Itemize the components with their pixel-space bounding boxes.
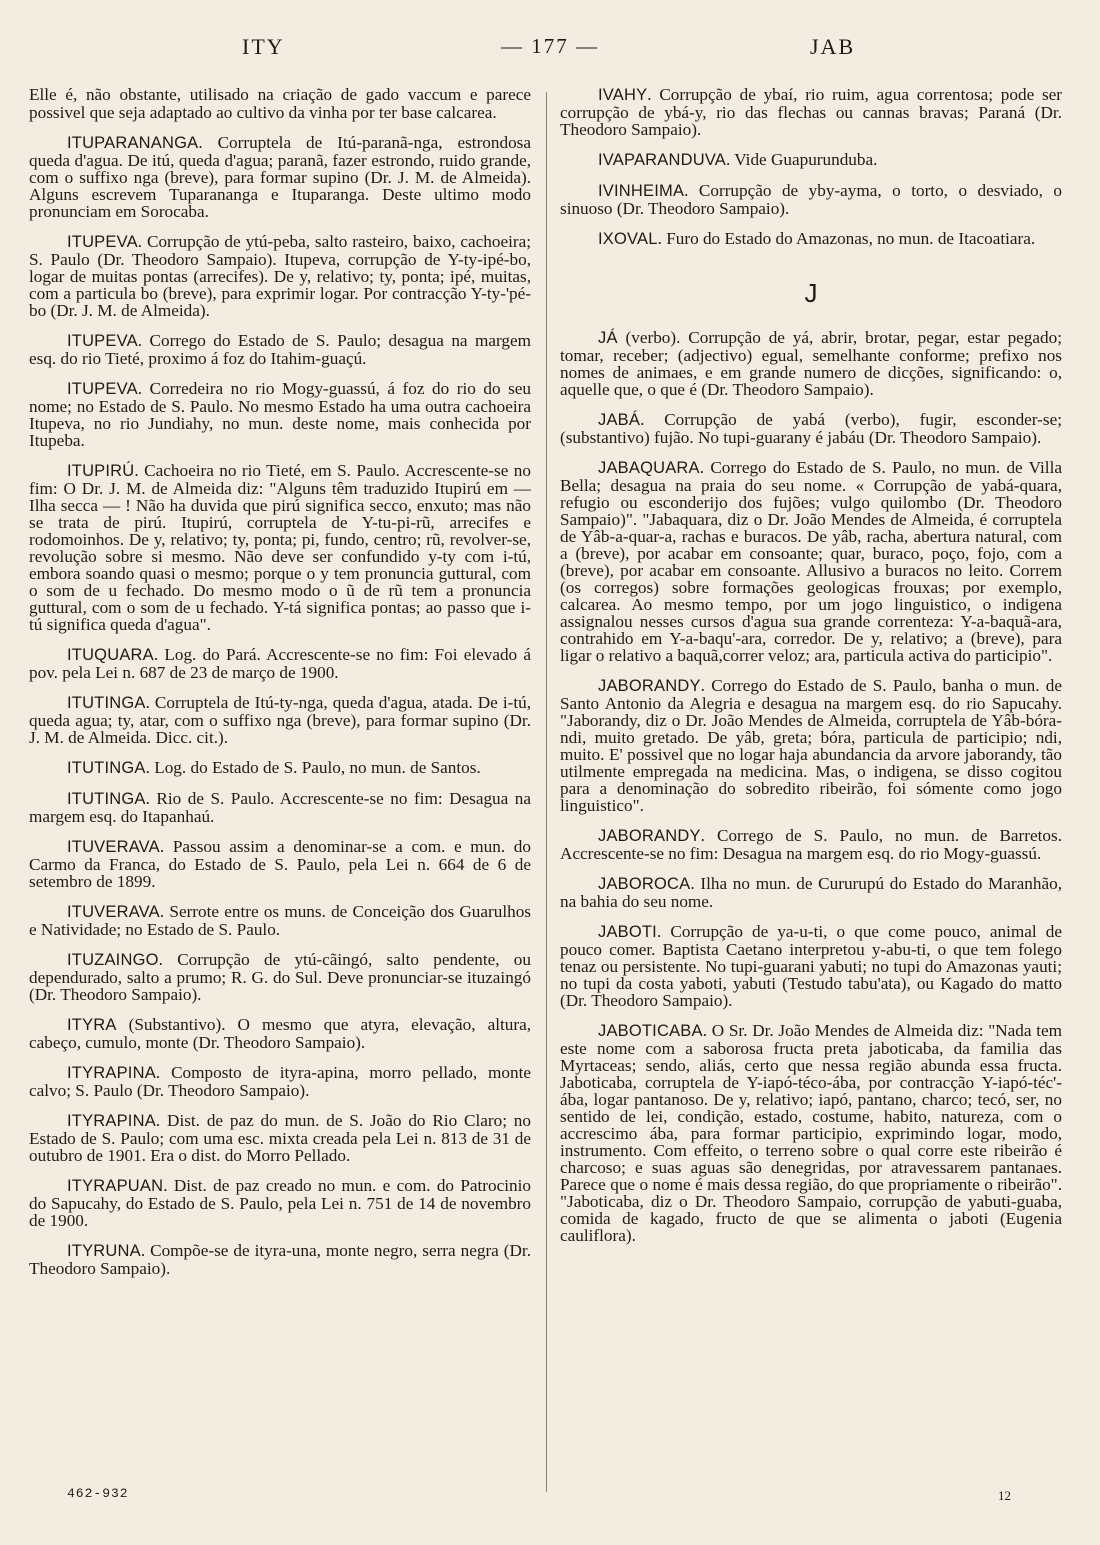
entry-headword: ITUPIRÚ bbox=[67, 462, 135, 480]
entry-text: . Compõe-se de ityra-una, monte negro, serra negra (Dr. Theodoro Sampaio). bbox=[29, 1241, 531, 1278]
entry-text: . Corrego do Estado de S. Paulo; desagua na margem esq. do rio Tieté, proximo á foz do Itahim-guaçú. bbox=[29, 331, 531, 368]
entry-text: . Rio de S. Paulo. Accrescente-se no fim: Desagua na margem esq. do Itapanhaú. bbox=[29, 789, 531, 826]
entry-text: . Corrupção de ya-u-ti, o que come pouco, animal de pouco comer. Baptista Caetano interpretou y-abu-ti, o que tem folego tenaz ou persistente. No tupi-guarani yabuti; no tupi do Amazonas yauti; no tupi da costa yaboti, yabuti (Testudo tabu'ata), ou Kagado do matto (Dr. Theodoro Sampaio). bbox=[560, 922, 1062, 1010]
entry bbox=[29, 903, 531, 938]
entry-text: . Corrego do Estado de S. Paulo, no mun. de Villa Bella; desagua na praia do seu nome. « Corrupção de yabá-quara, refugio ou esconderijo dos fujões; vulgo quilombo (Dr. Theodoro Sampaio)". "Jabaquara, diz o Dr. João Mendes de Almeida, é corruptela de Yâb-a-quar-a, rachas e buracos. De yâb, racha, abertura natural, com a (breve), por acabar em consoante; quar, buraco, poço, fojo, com a (breve), por acabar em consoante. Allusivo a buracos no leito. Correm (os corregos) sobre formações geologicas frouxas; por exemplo, calcarea. Ao mesmo tempo, por um jogo linguistico, o indigena assignalou nesses cursos d'agua sua grande correnteza: Y-a-baquã-ara, contrahido em Y-a-baqu'-ara, corredor. De y, relativo; a (breve), para ligar o relativo a baquã,correr veloz; ara, particula activa do participio". bbox=[560, 458, 1062, 665]
entry bbox=[560, 677, 1062, 814]
entry-text: . Corruptela de Itú-ty-nga, queda d'agua, atada. De i-tú, queda agua; ty, atar, com o suffixo nga (breve), para formar supino (Dr. J. M. de Almeida. Dicc. cit.). bbox=[29, 693, 531, 747]
entry bbox=[29, 462, 531, 633]
entry-headword: ITUTINGA bbox=[67, 694, 146, 712]
entry-headword: IVAHY bbox=[598, 86, 648, 104]
entry-text: . Composto de ityra-apina, morro pellado, monte calvo; S. Paulo (Dr. Theodoro Sampaio). bbox=[29, 1063, 531, 1100]
entry bbox=[560, 411, 1062, 446]
entry-text: . Furo do Estado do Amazonas, no mun. de Itacoatiara. bbox=[657, 229, 1036, 248]
page-number-header: — 177 — bbox=[501, 34, 599, 58]
entry-text: . Corrupção de ytú-cãingó, salto pendente, ou dependurado, salto a prumo; R. G. do Sul. Deve pronunciar-se ituzaingó (Dr. Theodoro Sampaio). bbox=[29, 950, 531, 1004]
entry-text: . Corrego do Estado de S. Paulo, banha o mun. de Santo Antonio da Alegria e desagua na margem esq. do rio Sapucahy. "Jaborandy, diz o Dr. João Mendes de Almeida, corruptela de Yâb-bóra-ndi, muito gretado. De yâb, greta; bóra, particula de participio; ndi, muito. E' possivel que no logar haja abundancia da arvore jaborandy, tão utilmente empregada na medicina. Mas, o indigena, se disso cogitou para a denominação do sobredito ribeirão, foi sómente como jogo linguistico". bbox=[560, 676, 1062, 815]
entry bbox=[29, 790, 531, 825]
entry bbox=[29, 233, 531, 319]
entry-text: . Corrego de S. Paulo, no mun. de Barretos. Accrescente-se no fim: Desagua na margem esq. do rio Mogy-guassú. bbox=[560, 826, 1062, 863]
entry bbox=[29, 1064, 531, 1099]
entry bbox=[29, 646, 531, 681]
entry bbox=[29, 380, 531, 449]
entry-text: . Passou assim a denominar-se a com. e mun. do Carmo da Franca, do Estado de S. Paulo, pela Lei n. 664 de 6 de setembro de 1899. bbox=[29, 837, 531, 891]
entry-headword: JÁ bbox=[598, 329, 618, 347]
entry-headword: JABOTI bbox=[598, 923, 657, 941]
entry-headword: ITYRAPINA bbox=[67, 1064, 156, 1082]
entry bbox=[29, 1242, 531, 1277]
entry-text: . Corrupção de yby-ayma, o torto, o desviado, o sinuoso (Dr. Theodoro Sampaio). bbox=[560, 181, 1062, 218]
entry bbox=[29, 951, 531, 1003]
entry-headword: ITYRAPUAN bbox=[67, 1177, 164, 1195]
section-letter: J bbox=[804, 278, 818, 308]
entry-headword: ITUPEVA bbox=[67, 380, 138, 398]
entry bbox=[29, 1177, 531, 1229]
entry-text: . Vide Guapurunduba. bbox=[726, 150, 878, 169]
entry-text: . Corruptela de Itú-paranã-nga, estrondosa queda d'agua. De itú, queda d'agua; paranã, fazer estrondo, ruido grande, com o suffixo nga (breve), para formar supino (Dr. J. M. de Almeida). Alguns escrevem Tuparananga e Ituparanga. Deste ultimo modo pronunciam em Sorocaba. bbox=[29, 133, 531, 221]
running-head-left: ITY bbox=[242, 34, 285, 59]
entry bbox=[560, 230, 1062, 248]
entry-headword: JABÁ bbox=[598, 411, 641, 429]
entry-headword: ITUPEVA bbox=[67, 233, 138, 251]
entry-text: . O Sr. Dr. João Mendes de Almeida diz: "Nada tem este nome com a saborosa fructa preta jaboticaba, da familia das Myrtaceas; sendo, aliás, certo que nessa região abunda essa fructa. Jaboticaba, corruptela de Y-iapó-téco-ába, por contracção Y-iapó-téc'-ába, logar pantanoso. De y, relativo; iapó, pantano, charco; tecó, ser, no sentido de lei, condição, estado, costume, habito, natureza, com o accrescimo ába, para formar participio, exprimindo logar, modo, instrumento. Com effeito, o terreno sobre o qual corre este ribeirão é charcoso; e suas aguas são denegridas, por atravessarem pantanaes. Parece que o nome é mais dessa região, do que propriamente o ribeirão". "Jaboticaba, diz o Dr. Theodoro Sampaio, corrupção de yabuti-guaba, comida de kagado, fructo de que se alimenta o jaboti (Eugenia cauliflora). bbox=[560, 1021, 1062, 1245]
entry bbox=[560, 151, 1062, 169]
entry bbox=[560, 827, 1062, 862]
entry-headword: JABOTICABA bbox=[598, 1022, 703, 1040]
sheet-number: 12 bbox=[998, 1488, 1011, 1503]
entry-text: . Ilha no mun. de Cururupú do Estado do Maranhão, na bahia do seu nome. bbox=[560, 874, 1062, 911]
entry bbox=[29, 134, 531, 220]
entry-headword: ITYRA bbox=[67, 1016, 117, 1034]
entry bbox=[29, 86, 531, 121]
left-column bbox=[29, 86, 531, 1290]
entry-text: . Corrupção de ytú-peba, salto rasteiro, baixo, cachoeira; S. Paulo (Dr. Theodoro Sampaio). Itupeva, corrupção de Y-ty-ipé-bo, logar de muitas pontas (arrecifes). De y, relativo; ty, ponta; ipé, muitas, com a particula bo (breve), para exprimir logar. Por contracção Y-ty-'pé-bo (Dr. J. M. de Almeida). bbox=[29, 232, 531, 320]
entry-text: (Substantivo). O mesmo que atyra, elevação, altura, cabeço, cumulo, monte (Dr. Theodoro Sampaio). bbox=[29, 1015, 531, 1052]
entry-headword: JABAQUARA bbox=[598, 459, 700, 477]
entry bbox=[560, 182, 1062, 217]
entry-headword: ITYRUNA bbox=[67, 1242, 141, 1260]
entry-text: . Serrote entre os muns. de Conceição dos Guarulhos e Natividade; no Estado de S. Paulo. bbox=[29, 902, 531, 939]
entry bbox=[560, 459, 1062, 664]
entry bbox=[560, 329, 1062, 398]
entry-headword: ITUVERAVA bbox=[67, 838, 160, 856]
entry-headword: ITUTINGA bbox=[67, 759, 146, 777]
entry bbox=[29, 838, 531, 890]
entry bbox=[560, 875, 1062, 910]
running-head-right: JAB bbox=[810, 34, 856, 59]
entry-headword: JABORANDY bbox=[598, 677, 701, 695]
entry-text: . Cachoeira no rio Tieté, em S. Paulo. Accrescente-se no fim: O Dr. J. M. de Almeida diz: "Alguns têm traduzido Itupirú em — Ilha secca — ! Não ha duvida que pirú significa secco, enxuto; mas não se trata de pirú. Itupirú, corruptela de Y-tu-pi-rũ, arrecifes e rodomoinhos. De y, relativo; ty, ponta; pi, fundo, centro; rũ, revolver-se, revolução sobre si mesmo. Não deve ser confundido y-ty com i-tú, embora soando quasi o mesmo; porque o y tem pronuncia guttural, com o som de u fechado. Do mesmo modo o ũ de rũ tem a pronuncia guttural, com o som de u fechado. Y-tá significa pontas; ao passo que i-tú significa queda d'agua". bbox=[29, 461, 531, 634]
entry-headword: ITUPEVA bbox=[67, 332, 138, 350]
entry-headword: IVINHEIMA bbox=[598, 182, 685, 200]
entry-text: . Corrupção de yabá (verbo), fugir, esconder-se; (substantivo) fujão. No tupi-guarany é jabáu (Dr. Theodoro Sampaio). bbox=[560, 410, 1062, 447]
printer-signature: 462-932 bbox=[67, 1486, 129, 1501]
entry-headword: ITYRAPINA bbox=[67, 1112, 156, 1130]
entry-text: Elle é, não obstante, utilisado na criação de gado vaccum e parece possivel que seja adaptado ao cultivo da vinha por ter base calcarea. bbox=[29, 85, 531, 122]
entry-headword: ITUPARANANGA bbox=[67, 134, 199, 152]
entry bbox=[560, 923, 1062, 1009]
entry-text: . Dist. de paz creado no mun. e com. do Patrocinio do Sapucahy, do Estado de S. Paulo, pela Lei n. 751 de 14 de novembro de 1900. bbox=[29, 1176, 531, 1230]
entry-text: (verbo). Corrupção de yá, abrir, brotar, pegar, estar pegado; tomar, receber; (adjectivo) egual, semelhante conforme; prefixo nos nomes de animaes, e em grande numero de dicções, significando: o, aquelle que, o que é (Dr. Theodoro Sampaio). bbox=[560, 328, 1062, 399]
entry-headword: ITUVERAVA bbox=[67, 903, 160, 921]
right-column bbox=[560, 86, 1062, 1257]
entry bbox=[29, 759, 531, 777]
entry-text: . Log. do Pará. Accrescente-se no fim: Foi elevado á pov. pela Lei n. 687 de 23 de março de 1900. bbox=[29, 645, 531, 682]
entry-headword: ITUTINGA bbox=[67, 790, 146, 808]
entry bbox=[560, 1022, 1062, 1244]
entry bbox=[29, 694, 531, 746]
entry-headword: JABOROCA bbox=[598, 875, 691, 893]
entry-text: . Corrupção de ybaí, rio ruim, agua correntosa; pode ser corrupção de ybá-y, rio das flechas ou cannas bravas; Paraná (Dr. Theodoro Sampaio). bbox=[560, 85, 1062, 139]
entry bbox=[29, 1016, 531, 1051]
entry-headword: ITUQUARA bbox=[67, 646, 154, 664]
entry-text: . Dist. de paz do mun. de S. João do Rio Claro; no Estado de S. Paulo; com uma esc. mixta creada pela Lei n. 813 de 31 de outubro de 1901. Era o dist. do Morro Pellado. bbox=[29, 1111, 531, 1165]
entry bbox=[560, 86, 1062, 138]
entry bbox=[29, 1112, 531, 1164]
entry-headword: IVAPARANDUVA bbox=[598, 151, 727, 169]
entry-headword: JABORANDY bbox=[598, 827, 701, 845]
entry bbox=[29, 332, 531, 367]
entry-headword: ITUZAINGO bbox=[67, 951, 159, 969]
entry-headword: IXOVAL bbox=[598, 230, 658, 248]
column-divider bbox=[546, 92, 547, 1492]
entry-text: . Log. do Estado de S. Paulo, no mun. de Santos. bbox=[145, 758, 481, 777]
entry-text: . Corredeira no rio Mogy-guassú, á foz do rio do seu nome; no Estado de S. Paulo. No mesmo Estado ha uma outra cachoeira Itupeva, no rio Jundiahy, no mun. deste nome, mais conhecida por Itupeba. bbox=[29, 379, 531, 450]
